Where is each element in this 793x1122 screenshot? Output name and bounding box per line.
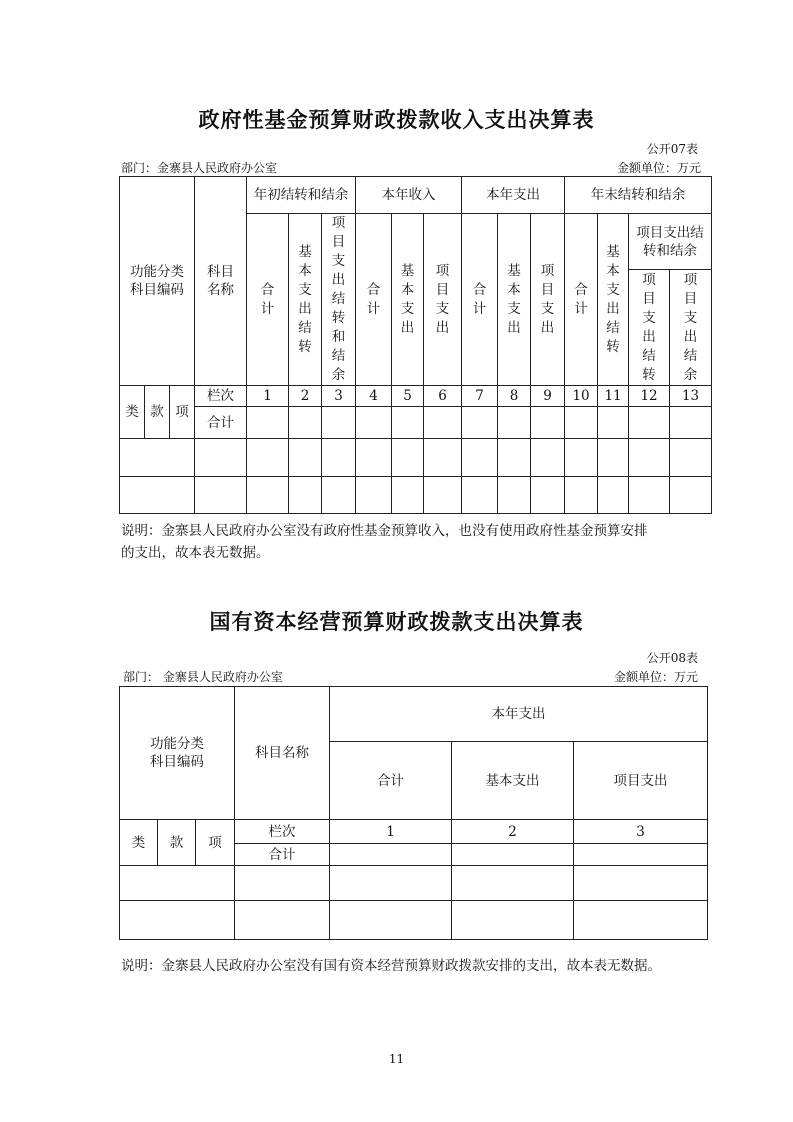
- table1-cell: [598, 407, 629, 439]
- table1-cell: [356, 477, 392, 514]
- table2-sub-project: 项目支出: [574, 742, 708, 820]
- table1-cell: [322, 439, 356, 477]
- table2-col-num: 3: [574, 820, 708, 844]
- page-number: 11: [388, 1052, 405, 1066]
- table1-cell: [120, 477, 195, 514]
- table2-row-total: 合计: [235, 844, 330, 866]
- table1-cell: [195, 439, 247, 477]
- table1-sub-basic-carry: 基本支出结转: [598, 214, 629, 386]
- table1-col-num: 2: [289, 386, 322, 407]
- table1-xiang: 项: [170, 386, 195, 439]
- table1-col-num: 6: [424, 386, 462, 407]
- table1-header-expenditure: 本年支出: [462, 177, 565, 214]
- table1-sub-basic: 基本支出: [392, 214, 424, 386]
- table1-sub-total: 合计: [356, 214, 392, 386]
- table2-row-col-no: 栏次: [235, 820, 330, 844]
- table2-cell: [330, 866, 452, 901]
- table1-cell: [629, 407, 670, 439]
- table1-grid: [119, 176, 712, 514]
- table1-header-project-carry-balance: 项目支出结转和结余: [629, 214, 712, 270]
- table1-sub-basic-carry: 基本支出结转: [289, 214, 322, 386]
- table1-sub-total: 合计: [565, 214, 598, 386]
- table1-cell: [565, 439, 598, 477]
- table1-title: 政府性基金预算财政拨款收入支出决算表: [198, 107, 595, 132]
- table2-col-num: 1: [330, 820, 452, 844]
- table2-header-subject-name: 科目名称: [235, 687, 330, 820]
- table2-col-num: 2: [452, 820, 574, 844]
- table1-sub-total: 合计: [462, 214, 498, 386]
- table1-header-income: 本年收入: [356, 177, 462, 214]
- table2-note: 说明：金寨县人民政府办公室没有国有资本经营预算财政拨款安排的支出，故本表无数据。: [121, 958, 661, 974]
- table1-row-total: 合计: [195, 407, 247, 439]
- table1-cell: [598, 439, 629, 477]
- table2-cell: [574, 901, 708, 940]
- table1-note-line1: 说明：金寨县人民政府办公室没有政府性基金预算收入，也没有使用政府性基金预算安排: [121, 523, 648, 539]
- table1-cell: [531, 439, 565, 477]
- table2-cell: [574, 844, 708, 866]
- table1-header-function-code: 功能分类科目编码: [120, 177, 195, 386]
- table1-col-num: 11: [598, 386, 629, 407]
- table1-col-num: 12: [629, 386, 670, 407]
- table1-cell: [565, 407, 598, 439]
- table1-col-num: 10: [565, 386, 598, 407]
- table2-cell: [452, 901, 574, 940]
- table2-cell: [235, 866, 330, 901]
- table1-sub-project: 项目支出: [531, 214, 565, 386]
- table2-unit: 金额单位：万元: [613, 670, 698, 684]
- table1-unit: 金额单位：万元: [616, 161, 701, 175]
- table1-col-num: 8: [498, 386, 531, 407]
- table1-cell: [498, 407, 531, 439]
- table2-title: 国有资本经营预算财政拨款支出决算表: [209, 609, 584, 634]
- table1-header-ending-balance: 年末结转和结余: [565, 177, 712, 214]
- table1-col-num: 5: [392, 386, 424, 407]
- table1-department: 部门：金寨县人民政府办公室: [121, 161, 278, 175]
- table2-sub-total: 合计: [330, 742, 452, 820]
- table1-kuan: 款: [145, 386, 170, 439]
- table1-cell: [322, 477, 356, 514]
- table2-kuan: 款: [158, 820, 196, 866]
- table2-header-expenditure: 本年支出: [330, 687, 708, 742]
- table1-cell: [462, 477, 498, 514]
- table1-cell: [424, 407, 462, 439]
- table2-sub-basic: 基本支出: [452, 742, 574, 820]
- table1-cell: [322, 407, 356, 439]
- table1-cell: [462, 407, 498, 439]
- table1-cell: [392, 439, 424, 477]
- table1-code: 公开07表: [646, 142, 698, 156]
- table1-sub-project: 项目支出: [424, 214, 462, 386]
- table2-cell: [330, 844, 452, 866]
- table1-note-line2: 的支出，故本表无数据。: [121, 545, 270, 561]
- table1-cell: [356, 439, 392, 477]
- table1-lei: 类: [120, 386, 145, 439]
- table1-cell: [356, 407, 392, 439]
- table1-note: [121, 520, 711, 564]
- table1-col-num: 3: [322, 386, 356, 407]
- table1-sub-basic: 基本支出: [498, 214, 531, 386]
- table2-header-function-code: 功能分类 科目编码: [120, 687, 235, 820]
- table1-cell: [289, 477, 322, 514]
- table1-sub-project-carry-balance: 项目支出结转和结余: [322, 214, 356, 386]
- table1-sub-project-carry: 项目支出结转: [629, 270, 670, 386]
- table1-cell: [498, 477, 531, 514]
- table1-cell: [531, 477, 565, 514]
- table2-cell: [452, 866, 574, 901]
- table1-cell: [424, 477, 462, 514]
- table2-cell: [330, 901, 452, 940]
- table2-grid: [119, 686, 708, 940]
- table1-header-beginning-balance: 年初结转和结余: [247, 177, 356, 214]
- table2-cell: [452, 844, 574, 866]
- table1-cell: [289, 407, 322, 439]
- table2-code: 公开08表: [646, 651, 698, 665]
- table1-cell: [629, 439, 670, 477]
- table1-cell: [392, 477, 424, 514]
- table1-sub-project-balance: 项目支出结余: [670, 270, 712, 386]
- table1-cell: [289, 439, 322, 477]
- table1-cell: [392, 407, 424, 439]
- table1-cell: [195, 477, 247, 514]
- table2-cell: [120, 866, 235, 901]
- table1-cell: [424, 439, 462, 477]
- table1-cell: [247, 477, 289, 514]
- table1-cell: [247, 407, 289, 439]
- table2-cell: [120, 901, 235, 940]
- table1-cell: [247, 439, 289, 477]
- table1-col-num: 1: [247, 386, 289, 407]
- table1-cell: [120, 439, 195, 477]
- table1-cell: [531, 407, 565, 439]
- table1-cell: [498, 439, 531, 477]
- table1-cell: [629, 477, 670, 514]
- table1-cell: [462, 439, 498, 477]
- table2-lei: 类: [120, 820, 158, 866]
- table2-cell: [574, 866, 708, 901]
- table2-xiang: 项: [196, 820, 235, 866]
- table1-header-subject-name: 科目名称: [195, 177, 247, 386]
- table1-col-num: 4: [356, 386, 392, 407]
- table1-cell: [670, 407, 712, 439]
- table1-col-num: 9: [531, 386, 565, 407]
- table1-cell: [598, 477, 629, 514]
- table1-cell: [565, 477, 598, 514]
- table1-cell: [670, 439, 712, 477]
- table2-cell: [235, 901, 330, 940]
- table1-cell: [670, 477, 712, 514]
- table1-row-col-no: 栏次: [195, 386, 247, 407]
- table2-department: 部门： 金寨县人民政府办公室: [123, 670, 283, 684]
- table1-sub-total: 合计: [247, 214, 289, 386]
- table1-col-num: 7: [462, 386, 498, 407]
- table1-col-num: 13: [670, 386, 712, 407]
